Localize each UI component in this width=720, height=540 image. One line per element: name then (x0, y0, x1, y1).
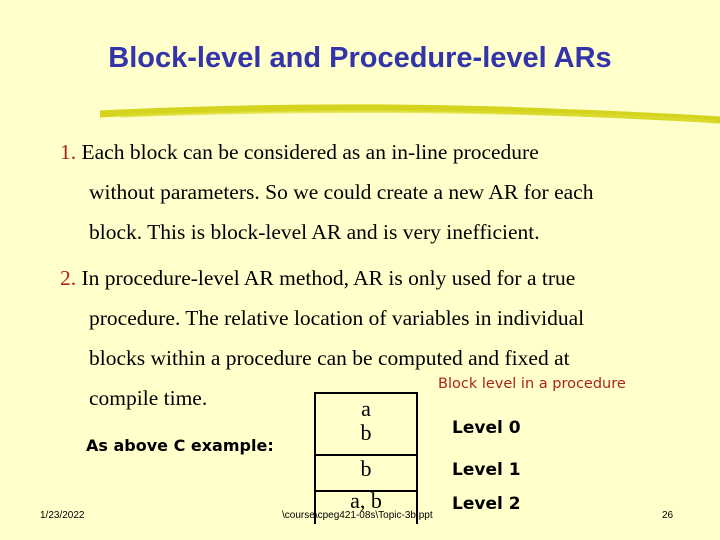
stack-right-border (416, 392, 418, 524)
title-underline-rule (100, 102, 720, 126)
point-1-line-3: block. This is block-level AR and is very inefficient. (89, 220, 540, 244)
point-1 (60, 132, 700, 252)
stack-cell-b-level1: b (360, 456, 372, 481)
level-0-label: Level 0 (452, 418, 521, 438)
level-1-label: Level 1 (452, 460, 521, 480)
example-label: As above C example: (86, 436, 274, 455)
point-1-number: 1. (60, 140, 77, 164)
point-1-line-2: without parameters. So we could create a new AR for each (89, 180, 594, 204)
point-2-line-4: compile time. (89, 386, 208, 410)
point-2-line-1: 2. In procedure-level AR method, AR is only used for a true (60, 266, 576, 290)
footer-page-number: 26 (662, 510, 674, 521)
footer-date: 1/23/2022 (40, 510, 85, 521)
footer-file-path: \course\cpeg421-08s\Topic-3b.ppt (282, 510, 433, 521)
slide-title: Block-level and Procedure-level ARs (108, 42, 612, 74)
stack-cell-b-level0: b (360, 420, 372, 445)
level-2-label: Level 2 (452, 494, 521, 514)
point-2-line-2: procedure. The relative location of variables in individual (89, 306, 585, 330)
stack-cell-ab-level2: a, b (350, 488, 382, 513)
stack-cell-a: a (361, 396, 371, 421)
point-2-number: 2. (60, 266, 77, 290)
point-2-line-3: blocks within a procedure can be computed and fixed at (89, 346, 570, 370)
stack-caption: Block level in a procedure (438, 376, 626, 392)
activation-record-stack (314, 392, 418, 524)
stack-top-border (314, 392, 418, 394)
point-1-line-1: 1. Each block can be considered as an in-line procedure (60, 140, 539, 164)
